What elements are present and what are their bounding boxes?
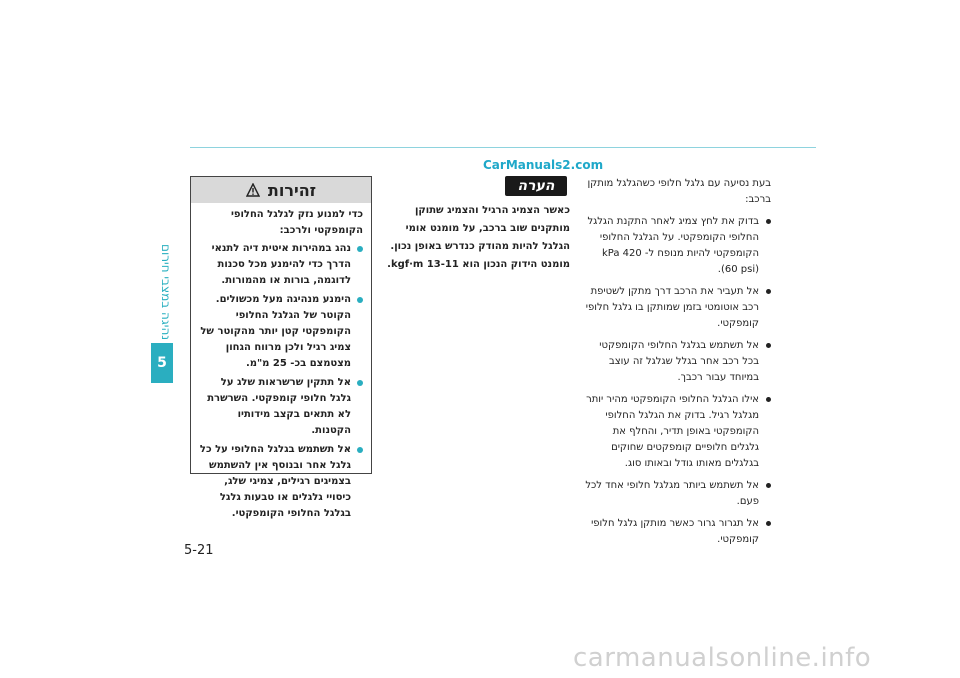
warning-item: הימנע מנהיגה מעל מכשולים. הקוטר של הגלגל החלופי הקומפקטי קטן יותר מהקוטר של צמיג רגיל ולכן מרווח הגחון מצטמצם בכ- 25 מ"מ. bbox=[199, 292, 363, 372]
footer-watermark: carmanualsonline.info bbox=[573, 643, 872, 673]
warning-header bbox=[191, 177, 371, 203]
instruction-item: בדוק את לחץ צמיג לאחר התקנת הגלגל החלופי הקומפקטי. על הגלגל החלופי הקומפקטי להיות מנופח ל- 420 kPa (60 psi). bbox=[585, 214, 771, 278]
warning-list bbox=[199, 241, 363, 522]
caution-label: הערה bbox=[505, 176, 567, 196]
instructions-list bbox=[585, 214, 771, 548]
caution-text: כאשר הצמיג הרגיל והצמיג שתוקן מותקנים שוב ברכב, על מומנט אומי הגלגל להיות מהודק כנדרש באופן נכון. מומנט הידוק הנכון הוא 13-11 kgf·m. bbox=[387, 205, 570, 270]
chapter-title-vertical: נהיגה במצבי חירום bbox=[159, 243, 173, 340]
warning-box bbox=[190, 176, 372, 519]
chapter-number-badge: 5 bbox=[151, 343, 173, 383]
instruction-item: אל תעביר את הרכב דרך מתקן לשטיפת רכב אוטומטי בזמן שמותקן בו גלגל חלופי קומפקטי. bbox=[585, 284, 771, 332]
instructions-intro: בעת נסיעה עם גלגל חלופי כשהגלגל מותקן ברכב: bbox=[587, 178, 771, 205]
warning-item: אל תשתמש בגלגל החלופי על כל גלגל אחר ובנוסף אין להשתמש בצמיגים רגילים, צמיגי שלג, כיסויי גלגלים או טבעות גלגל בגלגל החלופי הקומפקטי. bbox=[199, 442, 363, 522]
warning-triangle-icon bbox=[246, 183, 260, 197]
warning-intro: כדי למנוע נזק לגלגל החלופי הקומפקטי ולרכב: bbox=[230, 209, 363, 236]
warning-title: זהירות bbox=[267, 180, 317, 200]
instruction-item: אל תשתמש ביותר מגלגל חלופי אחד לכל פעם. bbox=[585, 478, 771, 510]
page-number: 5-21 bbox=[184, 543, 214, 558]
instruction-item: אל תגרור גרור כאשר מותקן גלגל חלופי קומפקטי. bbox=[585, 516, 771, 548]
warning-item: אל תתקין שרשראות שלג על גלגל חלופי קומפקטי. השרשרת לא תתאים בקצב מידותיו הקטנות. bbox=[199, 375, 363, 439]
spare-tire-instructions bbox=[585, 176, 771, 554]
header-rule bbox=[190, 147, 816, 148]
header-watermark: CarManuals2.com bbox=[483, 158, 604, 172]
instruction-item: אילו הגלגל החלופי הקומפקטי מהיר יותר מגלגל רגיל. בדוק את הגלגל החלופי הקומפקטי באופן תדיר, והחלף את גלגלים חלופיים קומפקטים שחוקים בגלגלים מאותו גודל ובאותו סוג. bbox=[585, 392, 771, 472]
instruction-item: אל תשתמש בגלגל החלופי הקומפקטי בכל רכב אחר בגלל שגלגל זה עוצב במיוחד עבור רכבך. bbox=[585, 338, 771, 386]
warning-item: נהג במהירות איטית דיה לתנאי הדרך כדי להימנע מכל סכנות לדוגמה, בורות או מהמורות. bbox=[199, 241, 363, 289]
warning-body bbox=[191, 203, 371, 529]
